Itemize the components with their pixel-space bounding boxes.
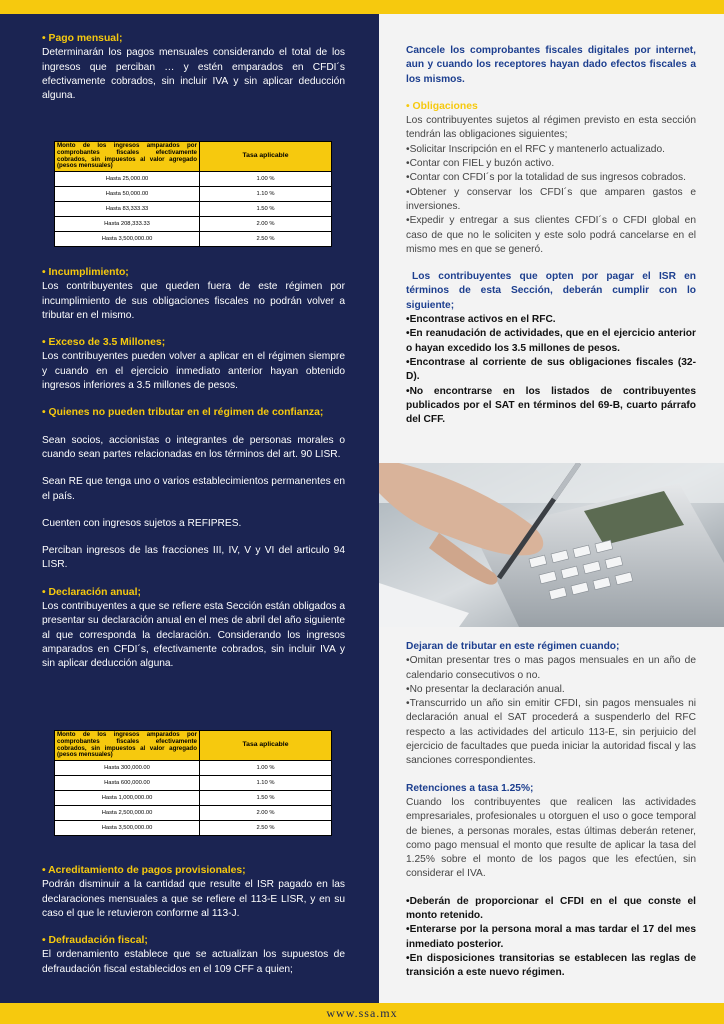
cell-amount: Hasta 3,500,000.00 xyxy=(55,821,200,836)
section-right-bottom xyxy=(406,640,696,981)
table-row xyxy=(55,821,332,836)
acreditamiento-text: Podrán disminuir a la cantidad que resulte el ISR pagado en las declaraciones mensuales a que se refiere el 113-E LISR, y en su caso el que le retuvieron conforme al 113-J. xyxy=(42,879,345,919)
retenciones-item: •Enterarse por la persona moral a mas tardar el 17 del mes inmediato posterior. xyxy=(406,924,696,950)
cell-rate: 1.10 % xyxy=(200,187,332,202)
declaracion-text: Los contribuyentes a que se refiere esta Sección están obligados a presentar su declaración anual en el mes de abril del año siguiente al que corresponda la declaración. Considerando los ingresos amparados en CFDI´s, efectivamente cobrados, sin incluir IVA y sin aplicar deducción alguna. xyxy=(42,601,345,670)
cell-amount: Hasta 1,000,000.00 xyxy=(55,791,200,806)
calculator-illustration xyxy=(379,463,724,627)
header-amount: Monto de los ingresos amparados por comprobantes fiscales efectivamente cobrados, sin impuestos al valor agregado (pesos mensuales) xyxy=(55,142,200,172)
cell-rate: 1.00 % xyxy=(200,761,332,776)
header-rate: Tasa aplicable xyxy=(200,731,332,761)
obligaciones-item: •Expedir y entregar a sus clientes CFDI´s o CFDI global en caso de que no le soliciten y este solo podrá cancelarse en el mismo mes en que se generó. xyxy=(406,215,696,255)
table-header-row xyxy=(55,731,332,761)
table-row xyxy=(55,232,332,247)
quienes-p2: Sean RE que tenga uno o varios establecimientos permanentes en el país. xyxy=(42,476,345,502)
obligaciones-item: •Contar con FIEL y buzón activo. xyxy=(406,158,555,170)
table-row xyxy=(55,776,332,791)
cell-rate: 1.10 % xyxy=(200,776,332,791)
table-row xyxy=(55,806,332,821)
cell-amount: Hasta 83,333.33 xyxy=(55,202,200,217)
cell-rate: 2.00 % xyxy=(200,806,332,821)
table-row xyxy=(55,791,332,806)
section-incumplimiento xyxy=(42,266,345,672)
cell-amount: Hasta 50,000.00 xyxy=(55,187,200,202)
retenciones-text: Cuando los contribuyentes que realicen las actividades empresariales, profesionales u otorguen el uso o goce temporal de bienes, a personas morales, estas últimas deberán retener, como pago mensual el monto que resulte de aplicar la tasa del 1.25% sobre el monto de los pagos que les efectúen, sin considerar el IVA. xyxy=(406,796,696,880)
declaracion-heading: • Declaración anual; xyxy=(42,586,141,598)
section-acreditamiento xyxy=(42,864,345,977)
retenciones-item: •Deberán de proporcionar el CFDI en el que conste el monto retenido. xyxy=(406,895,696,922)
table-row xyxy=(55,761,332,776)
website-link[interactable]: www.ssa.mx xyxy=(326,1006,398,1020)
top-accent-bar xyxy=(0,0,724,14)
exceso-heading: • Exceso de 3.5 Millones; xyxy=(42,337,166,349)
calculator-photo xyxy=(379,463,724,627)
dejaran-item: •Omitan presentar tres o mas pagos mensuales en un año de calendario consecutivos o no. xyxy=(406,655,696,681)
cancele-text: Cancele los comprobantes fiscales digitales por internet, aun y cuando los receptores hayan dado efectos fiscales a los mismos. xyxy=(406,45,696,85)
opten-item: •No encontrarse en los listados de contribuyentes publicados por el SAT en términos del 69-B, cuarto párrafo del CFF. xyxy=(406,385,696,426)
opten-item: •Encontrase al corriente de sus obligaciones fiscales (32-D). xyxy=(406,356,696,383)
pago-mensual-heading: • Pago mensual; xyxy=(42,33,123,44)
incumplimiento-text: Los contribuyentes que queden fuera de este régimen por incumplimiento de sus obligaciones fiscales no podrán volver a tributar en el mismo. xyxy=(42,281,345,321)
cell-amount: Hasta 2,500,000.00 xyxy=(55,806,200,821)
incumplimiento-heading: • Incumplimiento; xyxy=(42,267,129,278)
cell-amount: Hasta 300,000.00 xyxy=(55,761,200,776)
cell-rate: 2.50 % xyxy=(200,821,332,836)
obligaciones-item: •Obtener y conservar los CFDI´s que amparen gastos e inversiones. xyxy=(406,186,696,212)
cell-rate: 1.00 % xyxy=(200,172,332,187)
section-pago-mensual xyxy=(42,32,345,103)
opten-item: •Encontrase activos en el RFC. xyxy=(406,314,556,326)
defraudacion-heading: • Defraudación fiscal; xyxy=(42,935,148,947)
table-row xyxy=(55,202,332,217)
dejaran-item: •Transcurrido un año sin emitir CFDI, sin pagos mensuales ni declaración anual el SAT procederá a suspenderlo del RFC respecto a las actividades del articulo 113-E, sin perjuicio del ejercicio de facultades que pueda iniciar la autoridad fiscal y las sanciones correspondientes. xyxy=(406,698,696,767)
cell-amount: Hasta 208,333.33 xyxy=(55,217,200,232)
acreditamiento-heading: • Acreditamiento de pagos provisionales; xyxy=(42,865,246,876)
rate-table-annual xyxy=(54,730,332,836)
retenciones-item: •En disposiciones transitorias se establecen las reglas de transición a este nuevo régimen. xyxy=(406,952,696,979)
quienes-p3: Cuenten con ingresos sujetos a REFIPRES. xyxy=(42,517,242,529)
quienes-p1: Sean socios, accionistas o integrantes de personas morales o cuando sean partes relacionadas en los términos del art. 90 LISR. xyxy=(42,434,345,460)
defraudacion-text: El ordenamiento establece que se actualizan los supuestos de defraudación fiscal establecidos en el 109 CFF a quien; xyxy=(42,949,345,975)
header-amount: Monto de los ingresos amparados por comprobantes fiscales efectivamente cobrados, sin impuestos al valor agregado (pesos mensuales) xyxy=(55,731,200,761)
cell-amount: Hasta 600,000.00 xyxy=(55,776,200,791)
dejaran-heading: Dejaran de tributar en este régimen cuando; xyxy=(406,641,620,652)
opten-item: •En reanudación de actividades, que en el ejercicio anterior o hayan excedido los 3.5 millones de pesos. xyxy=(406,328,696,354)
obligaciones-item: •Solicitar Inscripción en el RFC y mantenerlo actualizado. xyxy=(406,143,665,155)
cell-amount: Hasta 3,500,000.00 xyxy=(55,232,200,247)
cell-rate: 1.50 % xyxy=(200,791,332,806)
cell-rate: 2.00 % xyxy=(200,217,332,232)
table-row xyxy=(55,172,332,187)
retenciones-heading: Retenciones a tasa 1.25%; xyxy=(406,782,534,794)
quienes-heading: • Quienes no pueden tributar en el régimen de confianza; xyxy=(42,407,324,419)
quienes-p4: Perciban ingresos de las fracciones III, IV, V y VI del articulo 94 LISR. xyxy=(42,545,345,571)
pago-mensual-text: Determinarán los pagos mensuales considerando el total de los ingresos que perciban … y estén emparados en CFDI´s efectivamente cobrados, sin incluir IVA y sin aplicar deducción alguna. xyxy=(42,47,345,102)
opten-heading: Los contribuyentes que opten por pagar el ISR en términos de esta Sección, deberán cumplir con lo siguiente; xyxy=(406,271,696,311)
rate-table-monthly xyxy=(54,141,332,247)
table-header-row xyxy=(55,142,332,172)
section-right-top xyxy=(406,44,696,427)
header-rate: Tasa aplicable xyxy=(200,142,332,172)
table-row xyxy=(55,217,332,232)
obligaciones-heading: • Obligaciones xyxy=(406,100,478,112)
obligaciones-intro: Los contribuyentes sujetos al régimen previsto en esta sección tendrán las obligaciones siguientes; xyxy=(406,115,696,141)
dejaran-item: •No presentar la declaración anual. xyxy=(406,683,565,695)
cell-rate: 2.50 % xyxy=(200,232,332,247)
cell-rate: 1.50 % xyxy=(200,202,332,217)
obligaciones-item: •Contar con CFDI´s por la totalidad de sus ingresos cobrados. xyxy=(406,172,686,184)
exceso-text: Los contribuyentes pueden volver a aplicar en el régimen siempre y cuando en el ejercicio inmediato anterior hayan obtenido ingresos inferiores a 3.5 millones de pesos. xyxy=(42,351,345,392)
table-row xyxy=(55,187,332,202)
cell-amount: Hasta 25,000.00 xyxy=(55,172,200,187)
footer-bar xyxy=(0,1003,724,1024)
